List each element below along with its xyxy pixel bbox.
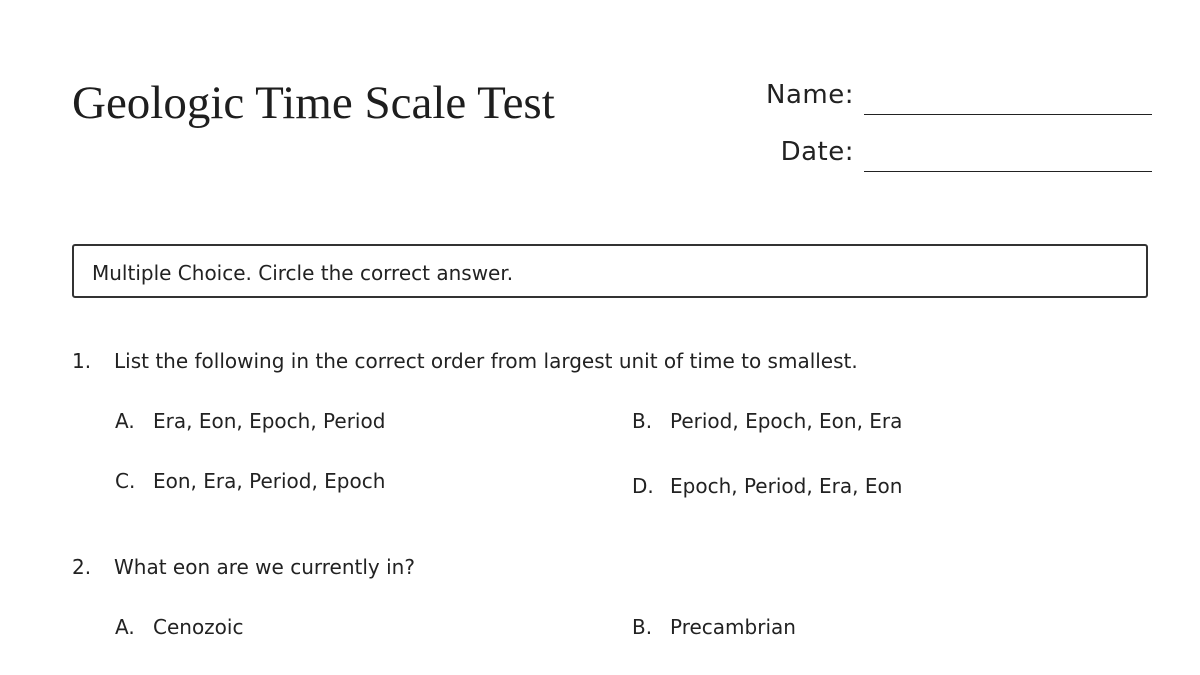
- option-letter: A.: [115, 615, 135, 639]
- name-label: Name:: [766, 80, 854, 110]
- option-text: Cenozoic: [153, 615, 244, 639]
- question-number: 1.: [72, 349, 92, 373]
- date-label: Date:: [780, 137, 854, 167]
- instructions-text: Multiple Choice. Circle the correct answer.: [92, 261, 514, 285]
- option-text: Precambrian: [670, 615, 796, 639]
- question-text: List the following in the correct order from largest unit of time to smallest.: [114, 349, 858, 373]
- date-blank-line[interactable]: [864, 171, 1152, 172]
- option-letter: C.: [115, 469, 136, 493]
- option-text: Eon, Era, Period, Epoch: [153, 469, 386, 493]
- question-number: 2.: [72, 555, 92, 579]
- option-letter: D.: [632, 474, 654, 498]
- option-text: Epoch, Period, Era, Eon: [670, 474, 903, 498]
- option-letter: B.: [632, 615, 653, 639]
- option-letter: A.: [115, 409, 135, 433]
- option-text: Period, Epoch, Eon, Era: [670, 409, 903, 433]
- option-letter: B.: [632, 409, 653, 433]
- name-blank-line[interactable]: [864, 114, 1152, 115]
- page-title: Geologic Time Scale Test: [72, 77, 555, 129]
- question-text: What eon are we currently in?: [114, 555, 415, 579]
- option-text: Era, Eon, Epoch, Period: [153, 409, 386, 433]
- instructions-box: [72, 244, 1148, 298]
